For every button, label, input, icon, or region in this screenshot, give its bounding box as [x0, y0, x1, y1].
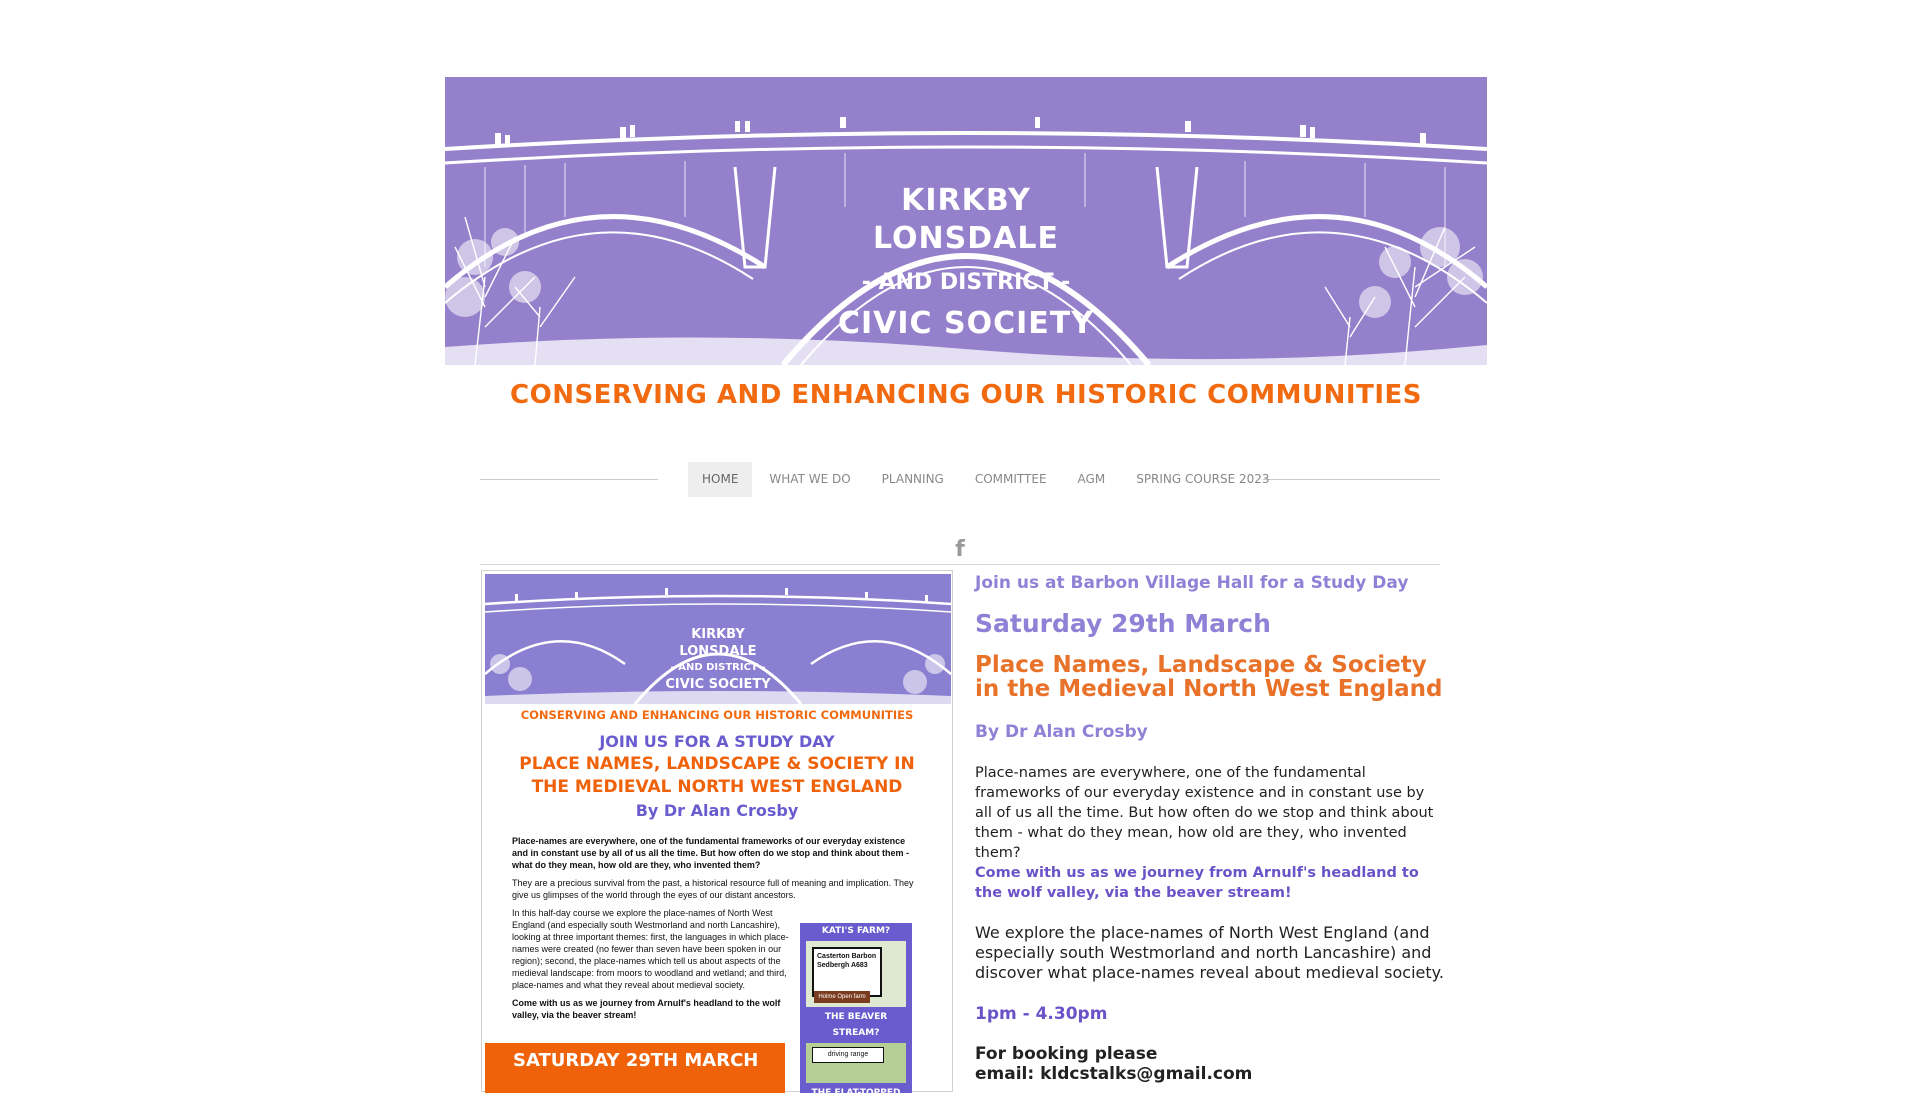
- facebook-icon[interactable]: f: [955, 537, 965, 562]
- banner-line-1: KIRKBY: [901, 183, 1031, 218]
- nav-item-home[interactable]: HOME: [688, 462, 752, 497]
- nav-line-left: [480, 479, 658, 480]
- poster-banner-line-1: KIRKBY: [691, 627, 745, 642]
- main-nav: [688, 462, 1287, 497]
- sign-caption-1: KATI'S FARM?: [821, 926, 891, 936]
- poster-para-1: Place-names are everywhere, one of the fundamental frameworks of our everyday existence and in constant use by all of us all the time. But how often do we stop and think about them - what do they mean, how old are they, who invented them?: [512, 836, 910, 870]
- nav-item-what-we-do[interactable]: WHAT WE DO: [769, 472, 851, 486]
- banner-line-3: - AND DISTRICT -: [861, 270, 1071, 295]
- road-sign: Casterton Barbon Sedbergh A683: [812, 947, 882, 997]
- sign-caption-2: THE BEAVER STREAM?: [824, 1012, 888, 1038]
- site-tagline: CONSERVING AND ENHANCING OUR HISTORIC COMMUNITIES: [510, 380, 1422, 410]
- poster-para-4: Come with us as we journey from Arnulf's headland to the wolf valley, via the beaver stream!: [512, 998, 781, 1020]
- farm-sign: Holme Open farm: [814, 991, 870, 1003]
- nav-line-right: [1263, 479, 1440, 480]
- event-speaker: By Dr Alan Crosby: [975, 722, 1148, 742]
- booking-email[interactable]: email: kldcstalks@gmail.com: [975, 1064, 1253, 1084]
- poster-banner-title: [485, 626, 951, 693]
- event-title-line-2: in the Medieval North West England: [975, 676, 1443, 702]
- banner-line-4: CIVIC SOCIETY: [838, 306, 1094, 341]
- event-date: Saturday 29th March: [975, 609, 1271, 638]
- nav-item-agm[interactable]: AGM: [1077, 472, 1106, 486]
- banner-title: [445, 182, 1487, 344]
- poster-join-heading: JOIN US FOR A STUDY DAY: [599, 732, 835, 751]
- stream-sign-photo: [806, 1043, 906, 1083]
- poster-banner: [485, 574, 951, 704]
- road-sign-photo: [806, 941, 906, 1007]
- poster-banner-line-4: CIVIC SOCIETY: [665, 677, 771, 692]
- nav-item-committee[interactable]: COMMITTEE: [974, 472, 1047, 486]
- event-title-line-1: Place Names, Landscape & Society: [975, 652, 1427, 678]
- event-description-2: Come with us as we journey from Arnulf's headland to the wolf valley, via the beaver stream!: [975, 865, 1419, 901]
- poster-banner-line-3: - AND DISTRICT -: [670, 662, 766, 673]
- nav-item-planning[interactable]: PLANNING: [881, 472, 944, 486]
- content-divider: [480, 564, 1440, 565]
- event-intro: Join us at Barbon Village Hall for a Study Day: [975, 573, 1409, 593]
- booking-line-1: For booking please: [975, 1044, 1158, 1064]
- poster-tagline: CONSERVING AND ENHANCING OUR HISTORIC COMMUNITIES: [520, 708, 914, 722]
- event-poster-image: [481, 570, 953, 1114]
- event-description-1: Place-names are everywhere, one of the fundamental frameworks of our everyday existence and in constant use by all of us all the time. But how often do we stop and think about them - what do they mean, how old are they, who invented them?: [975, 765, 1434, 861]
- sign-caption-3: THE FLAT-TOPPED HILL?: [811, 1088, 901, 1114]
- event-description-3: We explore the place-names of North West England (and especially south Westmorland and north Lancashire) and discover what place-names reveal about medieval society.: [975, 923, 1444, 982]
- poster-author: By Dr Alan Crosby: [635, 801, 799, 820]
- poster-date-band: SATURDAY 29TH MARCH: [485, 1043, 785, 1093]
- poster-title-line-1: PLACE NAMES, LANDSCAPE & SOCIETY IN: [519, 754, 915, 774]
- poster-banner-line-2: LONSDALE: [679, 644, 757, 659]
- event-time: 1pm - 4.30pm: [975, 1004, 1108, 1024]
- event-title: [975, 653, 1442, 701]
- poster-sign-photos: [800, 923, 912, 1114]
- nav-item-spring-course-2023[interactable]: SPRING COURSE 2023: [1136, 472, 1270, 486]
- banner-line-2: LONSDALE: [873, 221, 1059, 256]
- poster-para-2: They are a precious survival from the past, a historical resource full of meaning and implication. They give us glimpses of the world through the eyes of our distant ancestors.: [512, 878, 914, 900]
- booking-info: [975, 1044, 1252, 1084]
- poster-title: [482, 753, 952, 799]
- poster-para-3: In this half-day course we explore the place-names of North West England (and especially south Westmorland and north Lancashire), looking at three important themes: first, the languages in which place-names were created (no fewer than seven have been spoken in our region); second, the place-names which tell us about aspects of the medieval landscape: from moors to woodland and wetland; and third, place-names and what they reveal about medieval society.: [512, 908, 789, 990]
- poster-title-line-2: THE MEDIEVAL NORTH WEST ENGLAND: [531, 777, 903, 797]
- driving-range-sign: driving range: [812, 1047, 884, 1063]
- header-banner: [445, 77, 1487, 365]
